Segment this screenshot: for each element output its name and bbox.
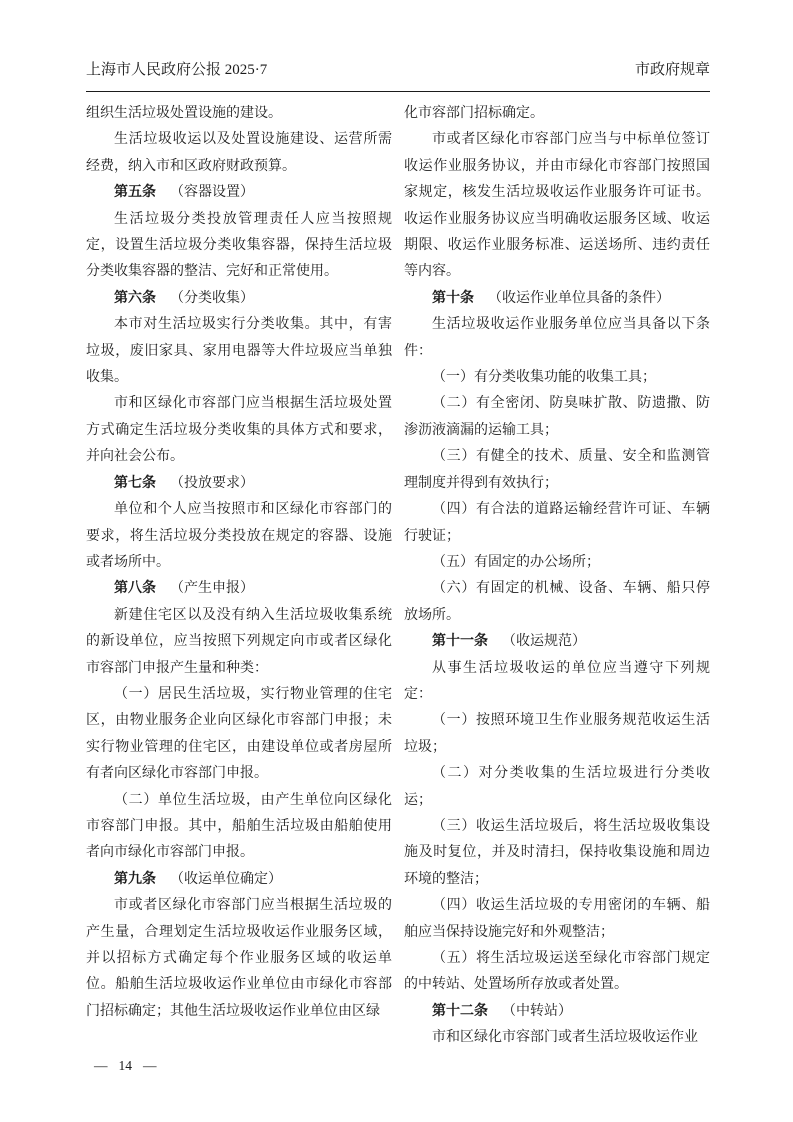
paragraph: 市和区绿化市容部门或者生活垃圾收运作业 xyxy=(432,1030,698,1046)
paragraph: 单位和个人应当按照市和区绿化市容部门的要求，将生活垃圾分类投放在规定的容器、设施或者场所中。 xyxy=(86,502,392,570)
paragraph: 市或者区绿化市容部门应当根据生活垃圾的产生量，合理划定生活垃圾收运作业服务区域，并以招标方式确定每个作业服务区域的收运单位。船舶生活垃圾收运作业单位由市绿化市容部门招标确定；其他生活垃圾收运作业单位由区绿 xyxy=(86,898,392,1019)
paragraph: （二）对分类收集的生活垃圾进行分类收运； xyxy=(404,766,710,808)
footer-dash-left: — xyxy=(94,1057,108,1073)
article-number: 第九条 xyxy=(114,871,156,887)
article-number: 第六条 xyxy=(114,290,156,306)
paragraph: 组织生活垃圾处置设施的建设。 xyxy=(86,106,282,121)
article-number: 第十条 xyxy=(432,290,474,306)
paragraph: （四）收运生活垃圾的专用密闭的车辆、船舶应当保持设施完好和外观整洁； xyxy=(404,898,710,940)
paragraph: （四）有合法的道路运输经营许可证、车辆行驶证； xyxy=(404,502,710,544)
paragraph: （三）有健全的技术、质量、安全和监测管理制度并得到有效执行； xyxy=(404,449,710,491)
article-heading xyxy=(404,629,710,655)
right-column xyxy=(404,101,710,1052)
paragraph: （二）单位生活垃圾，由产生单位向区绿化市容部门申报。其中，船舶生活垃圾由船舶使用者向市绿化市容部门申报。 xyxy=(86,792,392,861)
article-number: 第五条 xyxy=(114,185,156,201)
document-body xyxy=(86,101,710,1052)
article-title: （收运规范） xyxy=(502,634,586,650)
page-number: 14 xyxy=(118,1057,132,1073)
paragraph: 新建住宅区以及没有纳入生活垃圾收集系统的新设单位，应当按照下列规定向市或者区绿化市容部门申报产生量和种类： xyxy=(86,607,392,676)
footer-dash-right: — xyxy=(143,1057,157,1073)
article-title: （投放要求） xyxy=(170,475,254,491)
paragraph: 生活垃圾收运以及处置设施建设、运营所需经费，纳入市和区政府财政预算。 xyxy=(86,132,392,174)
article-title: （中转站） xyxy=(502,1003,572,1019)
paragraph: （三）收运生活垃圾后，将生活垃圾收集设施及时复位，并及时清扫，保持收集设施和周边环境的整洁； xyxy=(404,818,710,887)
article-heading xyxy=(86,180,392,206)
article-heading xyxy=(404,999,710,1025)
article-number: 第七条 xyxy=(114,475,156,491)
paragraph: （五）有固定的办公场所； xyxy=(432,554,600,570)
article-heading xyxy=(404,286,710,312)
article-number: 第十二条 xyxy=(432,1003,488,1019)
article-number: 第十一条 xyxy=(432,634,488,650)
article-title: （收运单位确定） xyxy=(170,871,282,887)
article-heading xyxy=(86,471,392,497)
article-title: （容器设置） xyxy=(170,185,254,201)
page-header xyxy=(86,60,710,92)
article-heading xyxy=(86,286,392,312)
article-heading xyxy=(86,867,392,893)
paragraph: （一）有分类收集功能的收集工具； xyxy=(432,370,656,386)
gazette-title: 上海市人民政府公报 2025·7 xyxy=(86,62,268,78)
paragraph: 生活垃圾收运作业服务单位应当具备以下条件： xyxy=(404,317,710,359)
paragraph: （六）有固定的机械、设备、车辆、船只停放场所。 xyxy=(404,581,710,623)
article-heading xyxy=(86,576,392,602)
article-number: 第八条 xyxy=(114,581,156,597)
paragraph: （五）将生活垃圾运送至绿化市容部门规定的中转站、处置场所存放或者处置。 xyxy=(404,951,710,993)
paragraph: 化市容部门招标确定。 xyxy=(404,106,544,121)
article-title: （分类收集） xyxy=(170,290,254,306)
paragraph: （一）按照环境卫生作业服务规范收运生活垃圾； xyxy=(404,713,710,755)
left-column xyxy=(86,101,392,1052)
article-title: （产生申报） xyxy=(170,581,254,597)
page-footer xyxy=(86,1057,710,1075)
section-label: 市政府规章 xyxy=(634,62,710,78)
paragraph: 本市对生活垃圾实行分类收集。其中，有害垃圾，废旧家具、家用电器等大件垃圾应当单独收集。 xyxy=(86,317,392,386)
paragraph: 市和区绿化市容部门应当根据生活垃圾处置方式确定生活垃圾分类收集的具体方式和要求，并向社会公布。 xyxy=(86,396,392,465)
paragraph: 生活垃圾分类投放管理责任人应当按照规定，设置生活垃圾分类收集容器，保持生活垃圾分类收集容器的整洁、完好和正常使用。 xyxy=(86,211,392,280)
paragraph: 市或者区绿化市容部门应当与中标单位签订收运作业服务协议，并由市绿化市容部门按照国家规定，核发生活垃圾收运作业服务许可证书。收运作业服务协议应当明确收运服务区域、收运期限、收运作业服务标准、运送场所、违约责任等内容。 xyxy=(404,132,710,280)
paragraph: （二）有全密闭、防臭味扩散、防遗撒、防渗沥液滴漏的运输工具； xyxy=(404,396,710,438)
paragraph: 从事生活垃圾收运的单位应当遵守下列规定： xyxy=(404,660,710,702)
paragraph: （一）居民生活垃圾，实行物业管理的住宅区，由物业服务企业向区绿化市容部门申报；未实行物业管理的住宅区，由建设单位或者房屋所有者向区绿化市容部门申报。 xyxy=(86,686,392,782)
article-title: （收运作业单位具备的条件） xyxy=(488,290,670,306)
